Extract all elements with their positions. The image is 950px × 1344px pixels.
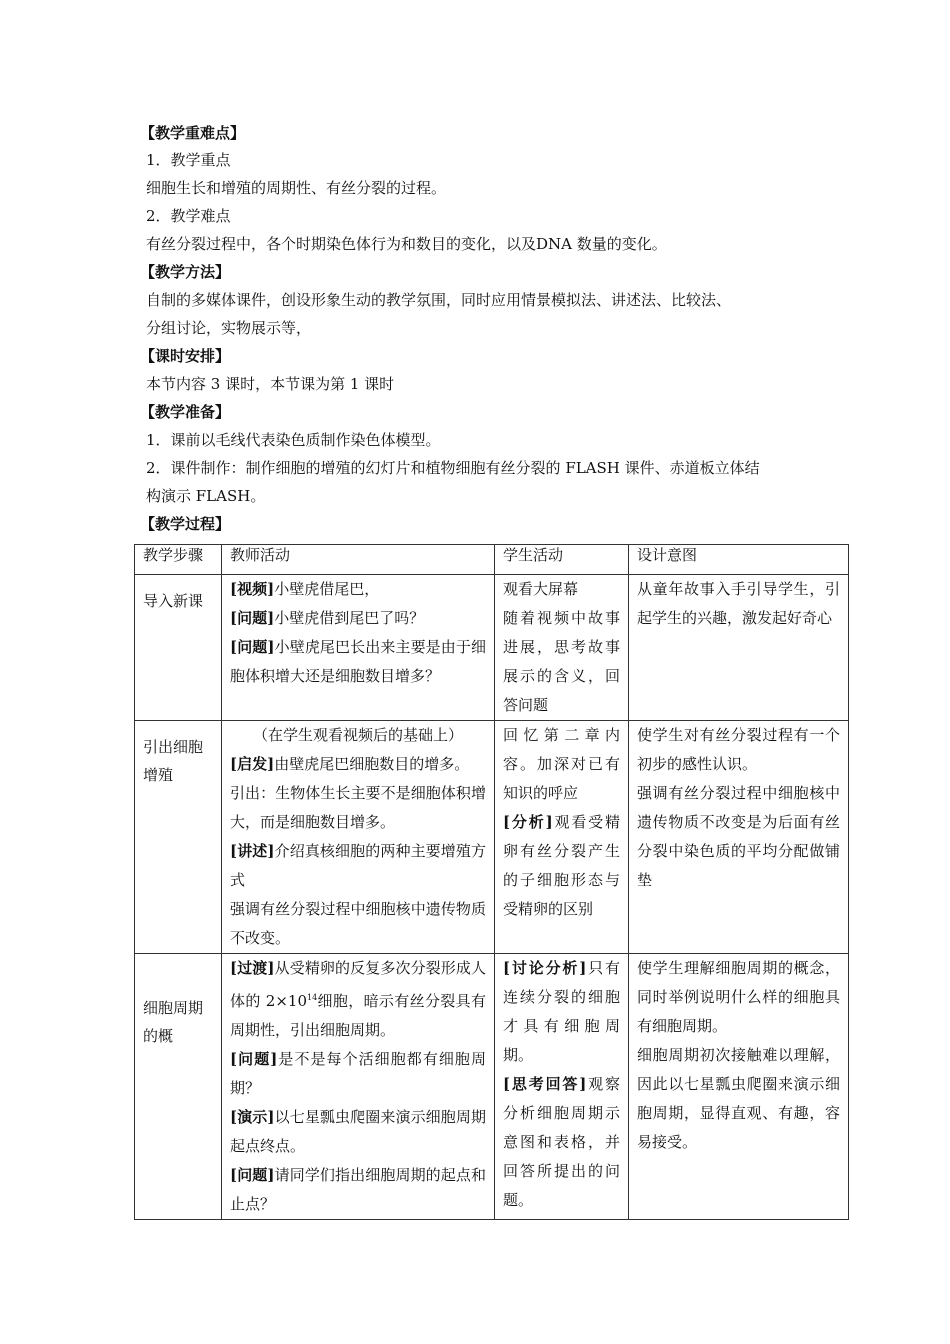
exponent: 14 bbox=[307, 993, 318, 1002]
teacher-cell bbox=[222, 954, 495, 1220]
teaching-process-table bbox=[134, 544, 849, 1220]
header-teacher: 教师活动 bbox=[222, 545, 495, 575]
teacher-text: 由壁虎尾巴细胞数目的增多。 bbox=[274, 755, 470, 773]
step-cell: 细胞周期的概 bbox=[135, 954, 222, 1220]
design-text: 强调有丝分裂过程中细胞核中遗传物质不改变是为后面有丝分裂中染色质的平均分配做铺垫 bbox=[637, 784, 840, 889]
student-cell bbox=[495, 721, 629, 954]
prep-heading: 【教学准备】 bbox=[140, 403, 231, 421]
design-cell bbox=[629, 954, 849, 1220]
prep-item-2b: 构演示 FLASH。 bbox=[146, 487, 266, 505]
teacher-text: 从受精卵的反复多次分裂形成人体的 2×10 bbox=[230, 959, 486, 1010]
student-text: 只有连续分裂的细胞才具有细胞周期。 bbox=[503, 959, 620, 1064]
schedule-text: 本节内容 3 课时，本节课为第 1 课时 bbox=[146, 375, 395, 393]
tag-question: [问题] bbox=[230, 638, 275, 656]
tag-demo: [演示] bbox=[230, 1108, 275, 1126]
student-cell bbox=[495, 575, 629, 721]
prep-item-2a: 2．课件制作：制作细胞的增殖的幻灯片和植物细胞有丝分裂的 FLASH 课件、赤道板立体结 bbox=[146, 459, 760, 477]
teacher-text: 是不是每个活细胞都有细胞周期？ bbox=[230, 1050, 486, 1097]
design-cell bbox=[629, 721, 849, 954]
teacher-text: 以七星瓢虫爬圈来演示细胞周期起点终点。 bbox=[230, 1108, 486, 1155]
key-point-2-text: 有丝分裂过程中，各个时期染色体行为和数目的变化，以及DNA 数量的变化。 bbox=[146, 235, 667, 253]
teacher-text: （在学生观看视频后的基础上） bbox=[252, 726, 463, 744]
header-student: 学生活动 bbox=[495, 545, 629, 575]
table-header-row bbox=[135, 545, 849, 575]
design-text: 细胞周期初次接触难以理解，因此以七星瓢虫爬圈来演示细胞周期，显得直观、有趣，容易接受。 bbox=[637, 1046, 840, 1151]
tag-question: [问题] bbox=[230, 1050, 278, 1068]
schedule-heading: 【课时安排】 bbox=[140, 347, 231, 365]
design-text: 使学生对有丝分裂过程有一个初步的感性认识。 bbox=[637, 726, 840, 773]
method-heading: 【教学方法】 bbox=[140, 263, 231, 281]
tag-video: [视频] bbox=[230, 580, 275, 598]
method-text-1: 自制的多媒体课件，创设形象生动的教学氛围，同时应用情景模拟法、讲述法、比较法、 bbox=[146, 291, 732, 309]
tag-discussion: [讨论分析] bbox=[503, 959, 587, 977]
student-text: 观看大屏幕 bbox=[503, 580, 579, 598]
tag-question: [问题] bbox=[230, 1166, 275, 1184]
key-point-1-text: 细胞生长和增殖的周期性、有丝分裂的过程。 bbox=[146, 179, 447, 197]
table-row bbox=[135, 721, 849, 954]
tag-inspire: [启发] bbox=[230, 755, 275, 773]
key-point-1-label: 1．教学重点 bbox=[146, 151, 231, 169]
step-cell: 引出细胞增殖 bbox=[135, 721, 222, 954]
tag-transition: [过渡] bbox=[230, 959, 275, 977]
tag-question: [问题] bbox=[230, 609, 275, 627]
design-cell bbox=[629, 575, 849, 721]
prep-item-1: 1．课前以毛线代表染色质制作染色体模型。 bbox=[146, 431, 441, 449]
student-text: 随着视频中故事进展，思考故事展示的含义，回答问题 bbox=[503, 609, 620, 714]
design-text: 从童年故事入手引导学生，引起学生的兴趣，激发起好奇心 bbox=[637, 580, 840, 627]
tag-analysis: [分析] bbox=[503, 813, 553, 831]
student-text: 回忆第二章内容。加深对已有知识的呼应 bbox=[503, 726, 620, 802]
teacher-text: 小壁虎借到尾巴了吗？ bbox=[274, 609, 425, 627]
teacher-text: 小壁虎尾巴长出来主要是由于细胞体积增大还是细胞数目增多？ bbox=[230, 638, 486, 685]
process-heading: 【教学过程】 bbox=[140, 515, 231, 533]
teacher-cell bbox=[222, 721, 495, 954]
teacher-text: 细胞，暗示有丝分裂具有周期性，引出细胞周期。 bbox=[230, 992, 486, 1039]
table-row bbox=[135, 954, 849, 1220]
key-point-2-label: 2．教学难点 bbox=[146, 207, 231, 225]
teacher-text: 强调有丝分裂过程中细胞核中遗传物质不改变。 bbox=[230, 900, 486, 947]
method-text-2: 分组讨论，实物展示等， bbox=[146, 319, 312, 337]
tag-lecture: [讲述] bbox=[230, 842, 275, 860]
tag-think-answer: [思考回答] bbox=[503, 1075, 587, 1093]
step-cell: 导入新课 bbox=[135, 575, 222, 721]
student-cell bbox=[495, 954, 629, 1220]
table-row bbox=[135, 575, 849, 721]
teacher-cell bbox=[222, 575, 495, 721]
student-text: 观察分析细胞周期示意图和表格，并回答所提出的问题。 bbox=[503, 1075, 620, 1209]
teacher-text: 介绍真核细胞的两种主要增殖方式 bbox=[230, 842, 486, 889]
header-step: 教学步骤 bbox=[135, 545, 222, 575]
teacher-text: 引出：生物体生长主要不是细胞体积增大，而是细胞数目增多。 bbox=[230, 784, 486, 831]
header-design: 设计意图 bbox=[629, 545, 849, 575]
teacher-text: 小壁虎借尾巴， bbox=[274, 580, 380, 598]
design-text: 使学生理解细胞周期的概念，同时举例说明什么样的细胞具有细胞周期。 bbox=[637, 959, 840, 1035]
student-text: 观看受精卵有丝分裂产生的子细胞形态与受精卵的区别 bbox=[503, 813, 620, 918]
key-points-heading: 【教学重难点】 bbox=[140, 124, 246, 142]
teacher-text: 请同学们指出细胞周期的起点和止点？ bbox=[230, 1166, 486, 1213]
